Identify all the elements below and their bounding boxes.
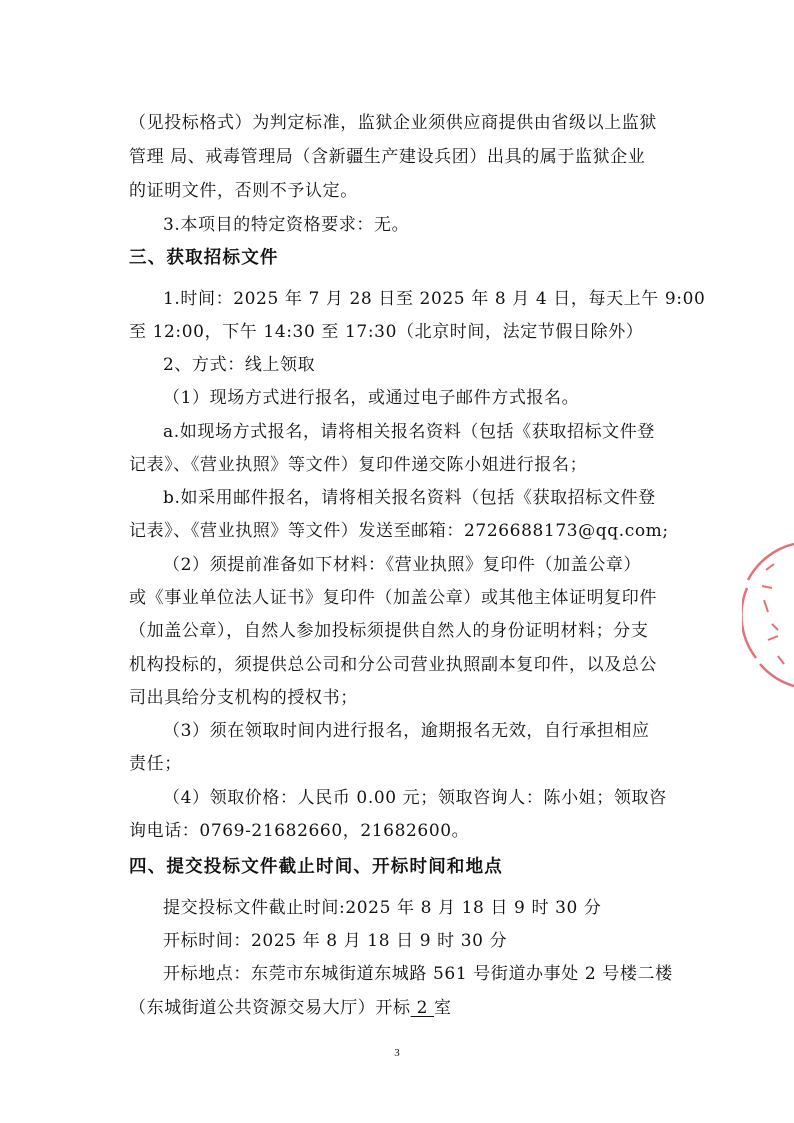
section-heading-3: 三、获取招标文件: [129, 248, 279, 268]
paragraph-line: （4）领取价格：人民币 0.00 元；领取咨询人：陈小姐；领取咨: [163, 788, 667, 808]
paragraph-line: 责任；: [129, 754, 182, 774]
paragraph-line: 开标地点：东莞市东城街道东城路 561 号街道办事处 2 号楼二楼: [163, 964, 673, 984]
paragraph-line: 记表》、《营业执照》等文件）复印件递交陈小姐进行报名；: [129, 455, 588, 475]
paragraph-line: 管理 局、戒毒管理局（含新疆生产建设兵团）出具的属于监狱企业: [129, 147, 646, 167]
paragraph-line: a.如现场方式报名，请将相关报名资料（包括《获取招标文件登: [163, 422, 655, 442]
paragraph-line: （3）须在领取时间内进行报名，逾期报名无效，自行承担相应: [163, 721, 650, 741]
section-heading-4: 四、提交投标文件截止时间、开标时间和地点: [129, 857, 503, 877]
paragraph-line: 3.本项目的特定资格要求：无。: [163, 215, 410, 235]
paragraph-line: 或《事业单位法人证书》复印件（加盖公章）或其他主体证明复印件: [129, 588, 657, 608]
paragraph-line: 司出具给分支机构的授权书；: [129, 688, 358, 708]
paragraph-line: 记表》、《营业执照》等文件）发送至邮箱：2726688173@qq.com;: [129, 521, 669, 541]
page-number: 3: [394, 1047, 400, 1059]
paragraph-line: b.如采用邮件报名，请将相关报名资料（包括《获取招标文件登: [163, 488, 656, 508]
paragraph-line: （1）现场方式进行报名，或通过电子邮件方式报名。: [163, 388, 580, 408]
paragraph-line: 开标时间：2025 年 8 月 18 日 9 时 30 分: [163, 931, 508, 951]
paragraph-line: （2）须提前准备如下材料：《营业执照》复印件（加盖公章）: [163, 555, 642, 575]
paragraph-line: （见投标格式）为判定标准，监狱企业须供应商提供由省级以上监狱: [129, 113, 657, 133]
paragraph-line: 机构投标的，须提供总公司和分公司营业执照副本复印件，以及总公: [129, 655, 657, 675]
paragraph-line: [129, 996, 452, 1020]
paragraph-line: （加盖公章），自然人参加投标须提供自然人的身份证明材料；分支: [129, 621, 649, 641]
room-suffix: 室: [434, 998, 452, 1018]
paragraph-line: 提交投标文件截止时间:2025 年 8 月 18 日 9 时 30 分: [163, 898, 602, 918]
paragraph-line: 至 12:00，下午 14:30 至 17:30（北京时间，法定节假日除外）: [129, 322, 644, 342]
paragraph-line: 询电话：0769-21682660，21682600。: [129, 821, 470, 841]
red-seal-stamp: [742, 540, 794, 690]
room-number: 2: [410, 998, 435, 1018]
paragraph-line: 的证明文件，否则不予认定。: [129, 181, 358, 201]
paragraph-line: 1.时间：2025 年 7 月 28 日至 2025 年 8 月 4 日，每天上午 9:00: [163, 289, 706, 309]
paragraph-line: 2、方式：线上领取: [163, 355, 316, 375]
venue-text: （东城街道公共资源交易大厅）开标: [129, 998, 411, 1018]
